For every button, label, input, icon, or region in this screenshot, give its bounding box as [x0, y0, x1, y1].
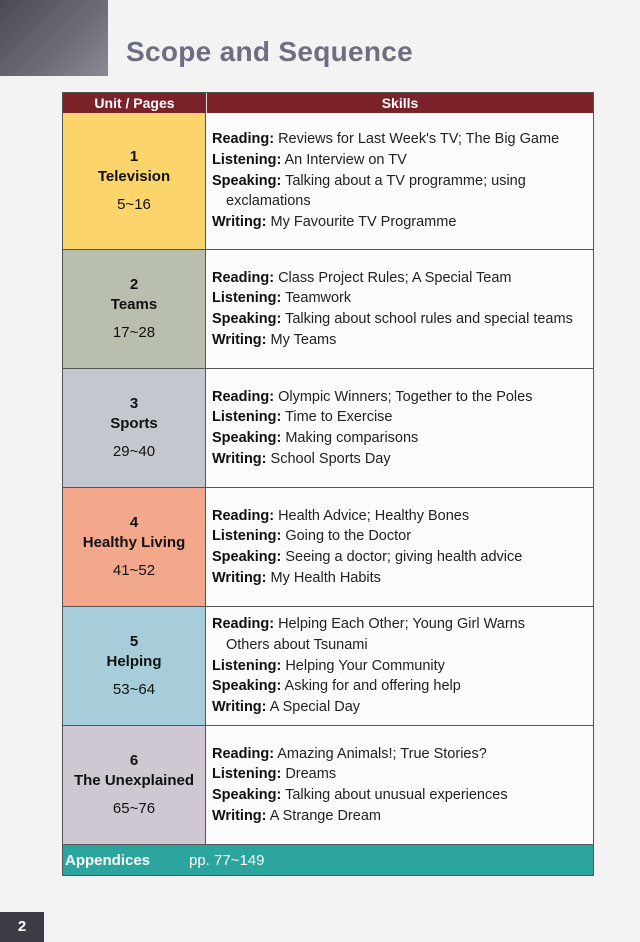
unit-cell [63, 726, 206, 844]
listening-line [212, 150, 587, 171]
reading-line [212, 506, 587, 527]
unit-cell [63, 369, 206, 487]
unit-name: Sports [110, 415, 158, 432]
unit-pages: 53~64 [112, 681, 156, 698]
appendices-label: Appendices [65, 851, 151, 869]
writing-line [212, 806, 587, 827]
reading-label: Reading: [212, 745, 275, 762]
table-header [63, 93, 593, 113]
unit-row [63, 368, 593, 487]
reading-label: Reading: [212, 131, 275, 148]
skills-cell [206, 488, 593, 606]
reading-text: Health Advice; Healthy Bones [278, 507, 470, 524]
writing-label: Writing: [212, 450, 267, 467]
listening-line [212, 288, 587, 309]
reading-line [212, 268, 587, 289]
speaking-label: Speaking: [212, 678, 282, 695]
listening-text: Helping Your Community [285, 657, 445, 674]
header-unit-pages: Unit / Pages [63, 93, 207, 113]
skills-cell [206, 726, 593, 844]
listening-line [212, 656, 587, 677]
speaking-label: Speaking: [212, 311, 282, 327]
speaking-line [212, 785, 587, 806]
unit-cell [63, 113, 206, 249]
speaking-text: Talking about unusual experiences [285, 787, 508, 803]
unit-name: The Unexplained [73, 772, 195, 789]
unit-number: 1 [129, 148, 139, 165]
unit-number: 3 [129, 395, 139, 412]
corner-decoration [0, 0, 108, 76]
listening-line [212, 407, 587, 428]
unit-number: 4 [129, 514, 139, 531]
writing-label: Writing: [212, 214, 267, 231]
reading-text: Helping Each Other; Young Girl Warns [278, 616, 525, 633]
reading-label: Reading: [212, 388, 275, 405]
reading-text: Olympic Winners; Together to the Poles [278, 388, 533, 405]
reading-label: Reading: [212, 616, 275, 633]
writing-text: School Sports Day [270, 450, 391, 467]
unit-number: 6 [129, 752, 139, 769]
unit-pages: 29~40 [112, 443, 156, 460]
unit-pages: 41~52 [112, 562, 156, 579]
speaking-line [212, 428, 587, 449]
unit-pages: 65~76 [112, 800, 156, 817]
skills-cell [206, 250, 593, 368]
unit-name: Helping [106, 653, 162, 670]
unit-pages: 17~28 [112, 324, 156, 341]
listening-label: Listening: [212, 151, 282, 168]
unit-row [63, 113, 593, 249]
reading-text: Amazing Animals!; True Stories? [277, 745, 487, 762]
unit-row [63, 725, 593, 844]
writing-label: Writing: [212, 569, 267, 586]
speaking-label: Speaking: [212, 430, 282, 446]
reading-text: Reviews for Last Week's TV; The Big Game [278, 131, 560, 148]
reading-label: Reading: [212, 507, 275, 524]
speaking-line [212, 547, 587, 568]
unit-cell [63, 607, 206, 725]
listening-label: Listening: [212, 409, 282, 426]
appendices-bar [63, 844, 593, 875]
listening-text: Time to Exercise [285, 409, 393, 426]
writing-label: Writing: [212, 807, 267, 824]
appendices-pages: pp. 77~149 [189, 851, 265, 869]
listening-label: Listening: [212, 657, 282, 674]
speaking-text: Seeing a doctor; giving health advice [285, 549, 523, 565]
writing-text: My Favourite TV Programme [270, 214, 457, 231]
writing-line [212, 330, 587, 351]
speaking-text: Making comparisons [285, 430, 419, 446]
unit-row [63, 249, 593, 368]
writing-line [212, 697, 587, 718]
unit-name: Television [97, 168, 171, 185]
writing-label: Writing: [212, 331, 267, 348]
unit-name: Healthy Living [82, 534, 186, 551]
skills-cell [206, 113, 593, 249]
listening-text: Dreams [285, 766, 337, 783]
reading-label: Reading: [212, 269, 275, 286]
reading-line [212, 744, 587, 765]
listening-label: Listening: [212, 766, 282, 783]
scope-table [62, 92, 594, 876]
writing-text: A Strange Dream [269, 807, 381, 824]
listening-label: Listening: [212, 528, 282, 545]
reading-text: Class Project Rules; A Special Team [278, 269, 512, 286]
speaking-text: Talking about a TV programme; using [285, 172, 526, 189]
speaking-line [212, 309, 587, 330]
unit-pages: 5~16 [117, 196, 151, 213]
speaking-label: Speaking: [212, 172, 282, 189]
speaking-text: Talking about school rules and special teams [285, 311, 573, 327]
skills-cell [206, 607, 593, 725]
reading-line [212, 129, 587, 150]
writing-text: My Teams [270, 331, 337, 348]
unit-cell [63, 488, 206, 606]
speaking-text: Asking for and offering help [284, 678, 461, 695]
writing-line [212, 568, 587, 589]
listening-text: Going to the Doctor [285, 528, 412, 545]
unit-row [63, 487, 593, 606]
header-skills: Skills [381, 95, 419, 111]
speaking-line [212, 676, 587, 697]
speaking-line [212, 171, 587, 192]
listening-line [212, 526, 587, 547]
unit-row [63, 606, 593, 725]
speaking-label: Speaking: [212, 549, 282, 565]
reading-line [212, 387, 587, 408]
reading-continuation: Others about Tsunami [226, 636, 368, 653]
unit-name: Teams [110, 296, 158, 313]
unit-cell [63, 250, 206, 368]
writing-line [212, 212, 587, 233]
reading-line [212, 614, 587, 635]
listening-text: An Interview on TV [284, 151, 407, 168]
writing-text: A Special Day [269, 699, 361, 716]
writing-line [212, 449, 587, 470]
skills-cell [206, 369, 593, 487]
listening-label: Listening: [212, 290, 282, 307]
writing-text: My Health Habits [270, 569, 381, 586]
speaking-label: Speaking: [212, 787, 282, 803]
unit-number: 2 [129, 276, 139, 293]
listening-text: Teamwork [285, 290, 352, 307]
page-title: Scope and Sequence [126, 36, 414, 67]
unit-number: 5 [129, 633, 139, 650]
speaking-continuation: exclamations [226, 193, 311, 210]
page-number: 2 [0, 912, 44, 942]
listening-line [212, 764, 587, 785]
writing-label: Writing: [212, 699, 267, 716]
